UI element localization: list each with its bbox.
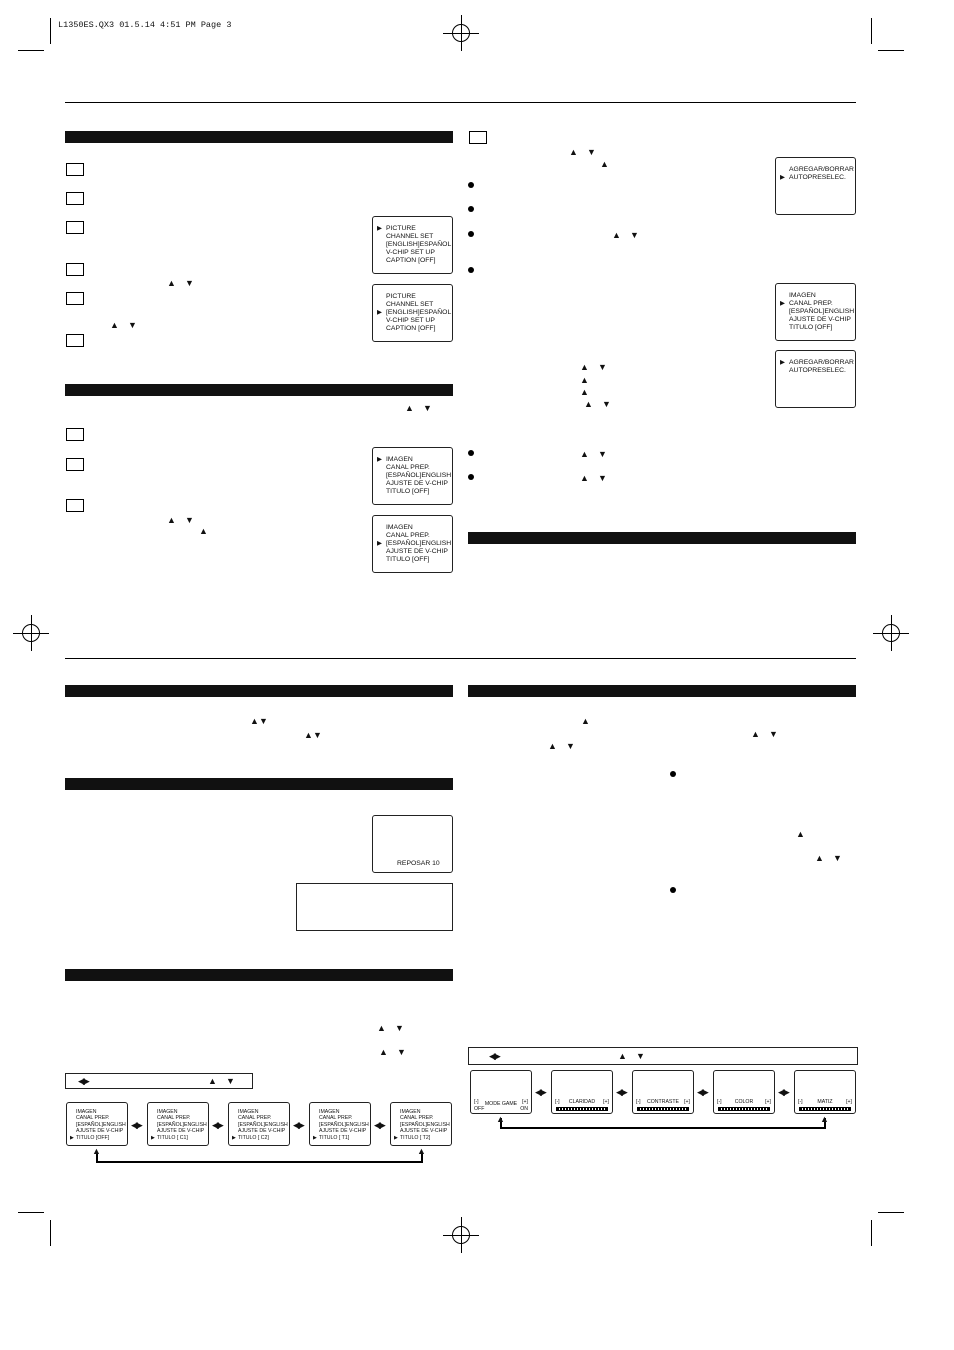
step-box: [66, 499, 84, 512]
osd-menu-picture: ▶ PICTURE CHANNEL SET [ENGLISH]ESPAÑOL V-CHIP SET UP CAPTION [OFF]: [372, 216, 453, 274]
left-right-arrow-icon: ◀▶: [131, 1120, 141, 1130]
level-meter: [556, 1107, 608, 1111]
down-arrow-icon: ▼: [598, 473, 607, 483]
down-arrow-icon: ▼: [587, 147, 596, 157]
left-right-arrow-icon: ◀▶: [78, 1076, 88, 1086]
up-arrow-icon: ▲: [417, 1146, 426, 1156]
page-rule-middle: [65, 658, 856, 659]
osd-menu-idioma: IMAGEN CANAL PREP. ▶ [ESPAÑOL]ENGLISH AJUSTE DE V-CHIP TITULO [OFF]: [372, 515, 453, 573]
down-arrow-icon: ▼: [769, 729, 778, 739]
up-arrow-icon: ▲: [379, 1047, 388, 1057]
crop-mark: [50, 1220, 51, 1246]
registration-mark: [882, 624, 900, 642]
section-header-bar: [468, 532, 856, 544]
pointer-icon: ▶: [377, 309, 382, 316]
step-box: [66, 192, 84, 205]
down-arrow-icon: ▼: [226, 1076, 235, 1086]
adjust-matiz: [-] [+] MATIZ: [794, 1070, 856, 1114]
down-arrow-icon: ▼: [566, 741, 575, 751]
down-arrow-icon: ▼: [602, 399, 611, 409]
up-arrow-icon: ▲: [612, 230, 621, 240]
left-right-arrow-icon: ◀▶: [778, 1087, 788, 1097]
up-arrow-icon: ▲: [581, 716, 590, 726]
left-right-arrow-icon: ◀▶: [697, 1087, 707, 1097]
section-header-bar: [468, 685, 856, 697]
osd-menu-imagen: ▶ IMAGEN CANAL PREP. [ESPAÑOL]ENGLISH AJUSTE DE V-CHIP TITULO [OFF]: [372, 447, 453, 505]
note-box: [296, 883, 453, 931]
level-meter: [799, 1107, 851, 1111]
up-arrow-icon: ▲: [405, 403, 414, 413]
pointer-icon: ▶: [70, 1134, 74, 1141]
caption-menu-c2: IMAGEN CANAL PREP. [ESPAÑOL]ENGLISH AJUSTE DE V-CHIP ▶ TITULO [ C2]: [228, 1102, 290, 1146]
up-arrow-icon: ▲: [751, 729, 760, 739]
down-arrow-icon: ▼: [128, 320, 137, 330]
bullet-icon: [468, 182, 474, 188]
loop-line: [500, 1127, 826, 1129]
up-arrow-icon: ▲: [304, 730, 313, 740]
down-arrow-icon: ▼: [397, 1047, 406, 1057]
crop-mark: [18, 50, 44, 51]
up-arrow-icon: ▲: [820, 1114, 829, 1124]
section-header-bar: [65, 969, 453, 981]
caption-menu-t2: IMAGEN CANAL PREP. [ESPAÑOL]ENGLISH AJUSTE DE V-CHIP ▶ TITULO [ T2]: [390, 1102, 452, 1146]
down-arrow-icon: ▼: [833, 853, 842, 863]
left-right-arrow-icon: ◀▶: [293, 1120, 303, 1130]
left-right-arrow-icon: ◀▶: [212, 1120, 222, 1130]
section-header-bar: [65, 384, 453, 396]
adjust-mode-game: [-] [+] MODE GAME OFF ON: [470, 1070, 532, 1114]
up-arrow-icon: ▲: [199, 526, 208, 536]
up-arrow-icon: ▲: [548, 741, 557, 751]
print-slug: L1350ES.QX3 01.5.14 4:51 PM Page 3: [58, 20, 232, 30]
down-arrow-icon: ▼: [259, 716, 268, 726]
level-meter: [637, 1107, 689, 1111]
section-header-bar: [65, 778, 453, 790]
up-arrow-icon: ▲: [167, 278, 176, 288]
down-arrow-icon: ▼: [598, 362, 607, 372]
crop-mark: [878, 1212, 904, 1213]
left-right-arrow-icon: ◀▶: [374, 1120, 384, 1130]
down-arrow-icon: ▼: [185, 278, 194, 288]
up-arrow-icon: ▲: [580, 449, 589, 459]
left-right-arrow-icon: ◀▶: [535, 1087, 545, 1097]
button-hint-box: [65, 1073, 253, 1089]
pointer-icon: ▶: [377, 456, 382, 463]
step-box: [66, 458, 84, 471]
up-arrow-icon: ▲: [584, 399, 593, 409]
registration-mark: [452, 24, 470, 42]
crop-mark: [871, 1220, 872, 1246]
adjust-claridad: [-] [+] CLARIDAD: [551, 1070, 613, 1114]
loop-line: [96, 1161, 423, 1163]
down-arrow-icon: ▼: [598, 449, 607, 459]
up-arrow-icon: ▲: [167, 515, 176, 525]
up-arrow-icon: ▲: [496, 1114, 505, 1124]
up-arrow-icon: ▲: [250, 716, 259, 726]
bullet-icon: [670, 887, 676, 893]
up-arrow-icon: ▲: [580, 362, 589, 372]
up-arrow-icon: ▲: [815, 853, 824, 863]
step-box: [66, 221, 84, 234]
registration-mark: [22, 624, 40, 642]
left-right-arrow-icon: ◀▶: [616, 1087, 626, 1097]
down-arrow-icon: ▼: [395, 1023, 404, 1033]
up-arrow-icon: ▲: [569, 147, 578, 157]
pointer-icon: ▶: [780, 359, 785, 366]
caption-menu-off: IMAGEN CANAL PREP. [ESPAÑOL]ENGLISH AJUSTE DE V-CHIP ▶ TITULO [OFF]: [66, 1102, 128, 1146]
crop-mark: [18, 1212, 44, 1213]
osd-menu-agregar: AGREGAR/BORRAR ▶ AUTOPRESELEC.: [775, 157, 856, 215]
bullet-icon: [468, 231, 474, 237]
crop-mark: [878, 50, 904, 51]
pointer-icon: ▶: [377, 540, 382, 547]
osd-menu-canal-prep: IMAGEN ▶ CANAL PREP. [ESPAÑOL]ENGLISH AJUSTE DE V-CHIP TITULO [OFF]: [775, 283, 856, 341]
left-right-arrow-icon: ◀▶: [489, 1051, 499, 1061]
up-arrow-icon: ▲: [796, 829, 805, 839]
osd-menu-agregar-borrar: ▶ AGREGAR/BORRAR AUTOPRESELEC.: [775, 350, 856, 408]
caption-menu-t1: IMAGEN CANAL PREP. [ESPAÑOL]ENGLISH AJUSTE DE V-CHIP ▶ TITULO [ T1]: [309, 1102, 371, 1146]
section-header-bar: [65, 131, 453, 143]
up-arrow-icon: ▲: [377, 1023, 386, 1033]
step-box: [66, 263, 84, 276]
up-arrow-icon: ▲: [110, 320, 119, 330]
down-arrow-icon: ▼: [630, 230, 639, 240]
osd-menu-language: PICTURE CHANNEL SET ▶ [ENGLISH]ESPAÑOL V-CHIP SET UP CAPTION [OFF]: [372, 284, 453, 342]
up-arrow-icon: ▲: [580, 387, 589, 397]
pointer-icon: ▶: [377, 225, 382, 232]
step-box: [66, 334, 84, 347]
step-box: [469, 131, 487, 144]
step-box: [66, 428, 84, 441]
level-meter: [718, 1107, 770, 1111]
caption-menu-c1: IMAGEN CANAL PREP. [ESPAÑOL]ENGLISH AJUSTE DE V-CHIP ▶ TITULO [ C1]: [147, 1102, 209, 1146]
pointer-icon: ▶: [232, 1134, 236, 1141]
up-arrow-icon: ▲: [208, 1076, 217, 1086]
down-arrow-icon: ▼: [636, 1051, 645, 1061]
bullet-icon: [670, 771, 676, 777]
pointer-icon: ▶: [394, 1134, 398, 1141]
step-box: [66, 292, 84, 305]
bullet-icon: [468, 450, 474, 456]
section-header-bar: [65, 685, 453, 697]
crop-mark: [871, 18, 872, 44]
bullet-icon: [468, 206, 474, 212]
button-hint-box: [468, 1047, 858, 1065]
down-arrow-icon: ▼: [185, 515, 194, 525]
pointer-icon: ▶: [780, 174, 785, 181]
crop-mark: [50, 18, 51, 44]
osd-sleep-display: REPOSAR 10: [372, 815, 453, 873]
up-arrow-icon: ▲: [92, 1146, 101, 1156]
adjust-color: [-] [+] COLOR: [713, 1070, 775, 1114]
bullet-icon: [468, 474, 474, 480]
down-arrow-icon: ▼: [313, 730, 322, 740]
step-box: [66, 163, 84, 176]
up-arrow-icon: ▲: [600, 159, 609, 169]
up-arrow-icon: ▲: [580, 473, 589, 483]
pointer-icon: ▶: [151, 1134, 155, 1141]
pointer-icon: ▶: [313, 1134, 317, 1141]
bullet-icon: [468, 267, 474, 273]
up-arrow-icon: ▲: [618, 1051, 627, 1061]
up-arrow-icon: ▲: [580, 375, 589, 385]
down-arrow-icon: ▼: [423, 403, 432, 413]
page-rule-top: [65, 102, 856, 103]
registration-mark: [452, 1226, 470, 1244]
adjust-contraste: [-] [+] CONTRASTE: [632, 1070, 694, 1114]
pointer-icon: ▶: [780, 300, 785, 307]
